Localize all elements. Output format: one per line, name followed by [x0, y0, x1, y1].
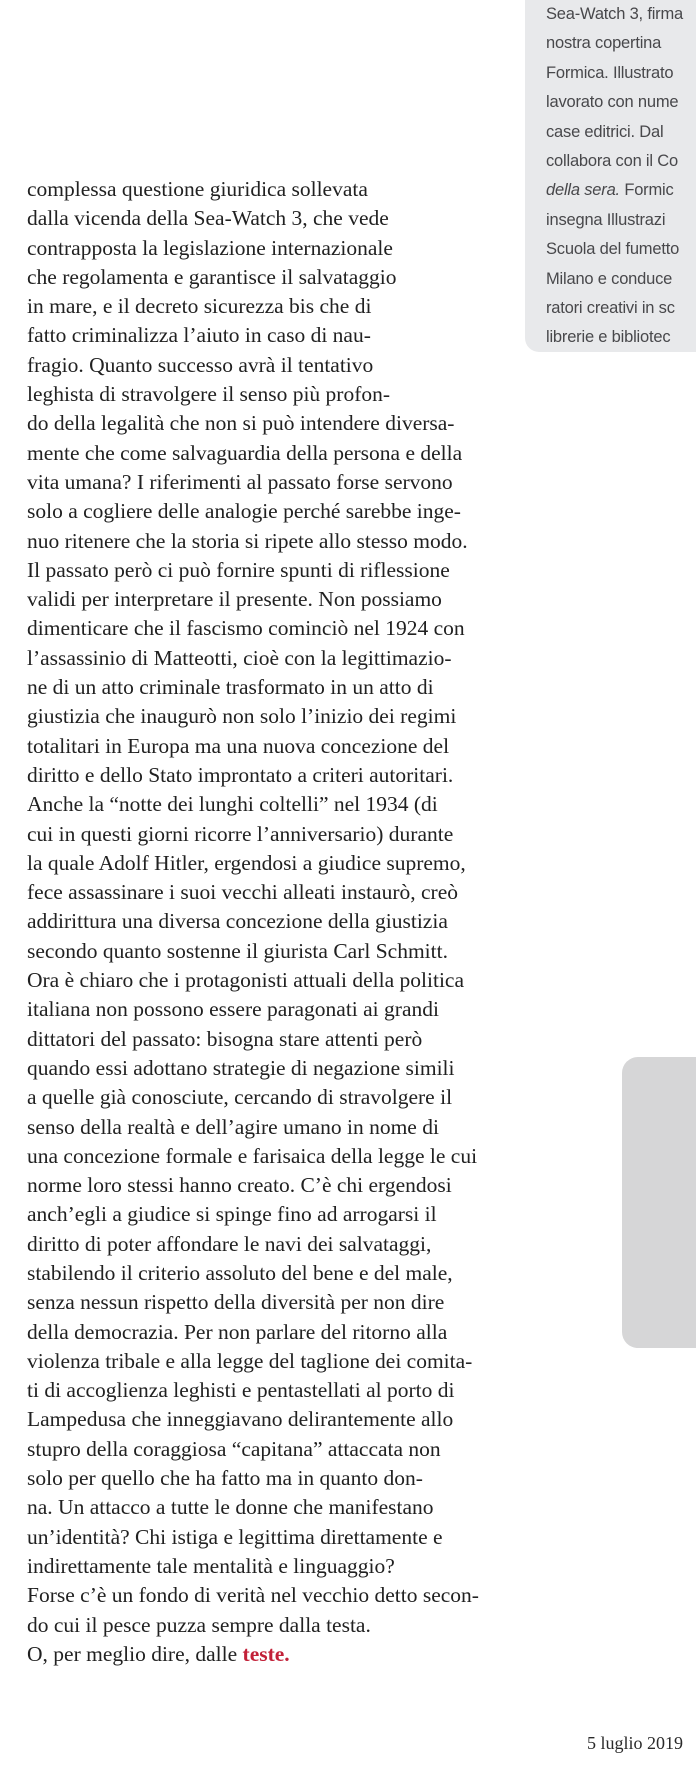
article-line: della democrazia. Per non parlare del ritorno alla [27, 1319, 448, 1344]
article-line: do della legalità che non si può intendere diversa- [27, 411, 455, 436]
article-line: complessa questione giuridica sollevata [27, 177, 368, 201]
article-lines [27, 175, 692, 1640]
article-line: violenza tribale e alla legge del taglione dei comita- [27, 1348, 473, 1373]
article-line: dittatori del passato: bisogna stare attenti però [27, 1026, 423, 1051]
article-line: in mare, e il decreto sicurezza bis che di [27, 294, 372, 319]
article-line: fatto criminalizza l’aiuto in caso di nau- [27, 323, 371, 348]
bio-line: Scuola del fumetto [546, 240, 680, 259]
article-line: ti di accoglienza leghisti e pentastellati al porto di [27, 1378, 455, 1403]
article-line: la quale Adolf Hitler, ergendosi a giudice supremo, [27, 850, 466, 875]
article-line: senso della realtà e dell’agire umano in nome di [27, 1114, 439, 1139]
article-line: na. Un attacco a tutte le donne che manifestano [27, 1495, 434, 1520]
article-line: quando essi adottano strategie di negazione simili [27, 1055, 455, 1080]
bio-line: insegna Illustrazi [546, 210, 666, 229]
bio-line: ratori creativi in sc [546, 299, 675, 318]
bio-line: case editrici. Dal [546, 122, 664, 141]
article-line: do cui il pesce puzza sempre dalla testa. [27, 1612, 371, 1637]
article-line: Anche la “notte dei lunghi coltelli” nel 1934 (di [27, 792, 438, 817]
article-closing-line [27, 1640, 692, 1669]
article-line: anch’egli a giudice si spinge fino ad arrogarsi il [27, 1202, 437, 1227]
article-line: leghista di stravolgere il senso più profon- [27, 382, 391, 407]
article-line: dimenticare che il fascismo cominciò nel 1924 con [27, 616, 465, 641]
bio-line: librerie e bibliotec [546, 328, 671, 347]
article-line: dalla vicenda della Sea-Watch 3, che vede [27, 206, 389, 231]
article-line: norme loro stessi hanno creato. C’è chi ergendosi [27, 1173, 452, 1198]
article-line: nuo ritenere che la storia si ripete allo stesso modo. [27, 528, 468, 553]
article-line: vita umana? I riferimenti al passato forse servono [27, 469, 453, 494]
article-line: diritto e dello Stato improntato a criteri autoritari. [27, 762, 454, 787]
article-line: stabilendo il criterio assoluto del bene e del male, [27, 1260, 453, 1285]
article-line: solo per quello che ha fatto ma in quanto don- [27, 1466, 423, 1491]
article-line: diritto di poter affondare le navi dei salvataggi, [27, 1231, 432, 1256]
bio-line: collabora con il Co [546, 152, 678, 171]
article-line: contrapposta la legislazione internazionale [27, 235, 393, 260]
article-line: addirittura una diversa concezione della giustizia [27, 909, 448, 934]
article-line: giustizia che inaugurò non solo l’inizio dei regimi [27, 704, 457, 729]
article-body [27, 175, 692, 1669]
article-line: validi per interpretare il presente. Non possiamo [27, 587, 442, 612]
bio-line: Formica. Illustrato [546, 63, 674, 82]
bio-line: lavorato con nume [546, 93, 679, 112]
bio-line: Milano e conduce [546, 269, 673, 288]
article-line: totalitari in Europa ma una nuova concezione del [27, 733, 450, 758]
article-line: senza nessun rispetto della diversità per non dire [27, 1290, 445, 1315]
article-line: che regolamenta e garantisce il salvataggio [27, 264, 397, 289]
bio-line: nostra copertina [546, 34, 662, 53]
article-line: una concezione formale e farisaica della legge le cui [27, 1143, 478, 1168]
article-line: fece assassinare i suoi vecchi alleati instaurò, creò [27, 880, 459, 905]
article-line: mente che come salvaguardia della persona e della [27, 440, 463, 465]
article-accent-text: teste. [242, 1641, 290, 1666]
article-line: italiana non possono essere paragonati ai grandi [27, 997, 439, 1022]
pull-quote-box [622, 1057, 696, 1348]
article-line: Forse c’è un fondo di verità nel vecchio detto secon- [27, 1583, 479, 1608]
article-line: stupro della coraggiosa “capitana” attaccata non [27, 1436, 441, 1461]
article-line: ne di un atto criminale trasformato in un atto di [27, 675, 434, 700]
article-line: fragio. Quanto successo avrà il tentativo [27, 352, 374, 377]
article-line: indirettamente tale mentalità e linguaggio? [27, 1553, 395, 1578]
bio-line: Sea-Watch 3, firma [546, 5, 683, 23]
bio-line: della sera. Formic [546, 181, 674, 200]
article-line: l’assassinio di Matteotti, cioè con la legittimazio- [27, 645, 452, 670]
closing-line-text: O, per meglio dire, dalle [27, 1641, 243, 1666]
page-date: 5 luglio 2019 [586, 1733, 683, 1753]
article-line: un’identità? Chi istiga e legittima direttamente e [27, 1524, 443, 1549]
article-line: Lampedusa che inneggiavano delirantemente allo [27, 1407, 454, 1432]
article-line: secondo quanto sostenne il giurista Carl Schmitt. [27, 938, 448, 963]
article-line: cui in questi giorni ricorre l’anniversario) durante [27, 821, 454, 846]
article-line: Il passato però ci può fornire spunti di riflessione [27, 557, 450, 582]
article-line: a quelle già conosciute, cercando di stravolgere il [27, 1085, 453, 1110]
article-line: solo a cogliere delle analogie perché sarebbe inge- [27, 499, 461, 524]
article-line: Ora è chiaro che i protagonisti attuali della politica [27, 968, 465, 993]
